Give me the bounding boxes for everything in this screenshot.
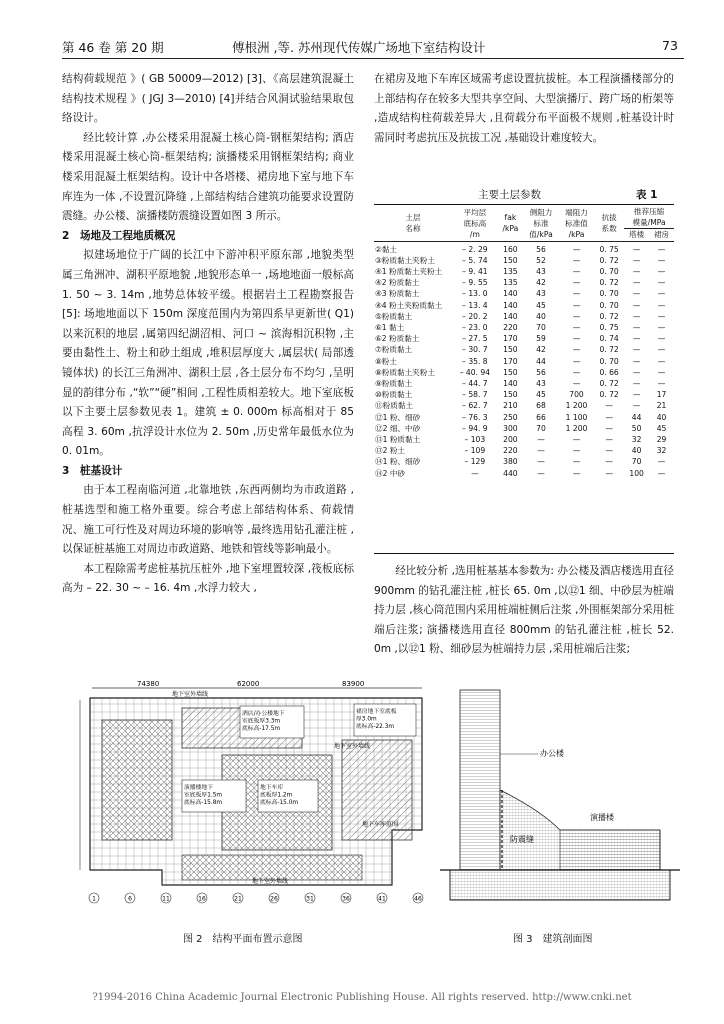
table-row [374,400,674,411]
table-cell: 45 [536,390,546,400]
table-cell: — [572,446,581,456]
col-header-name: 土层 名称 [374,206,452,241]
table-cell: — [605,446,613,456]
table-cell: — [657,244,666,254]
paragraph: 结构荷载规范 》( GB 50009—2012) [3]、《高层建筑混凝土结构技术规程 》( JGJ 3—2010) [4]并结合风洞试验结果取包络设计。 [62,73,354,125]
table-cell: — [657,367,666,377]
table-cell: — [572,323,581,333]
table-cell: 220 [503,446,518,456]
axis-label: 11 [162,895,170,903]
table-cell: — [632,244,641,254]
copyright-footer: ?1994-2016 China Academic Journal Electronic Publishing House. All rights reserved. http://www.cnki.net [92,992,632,1003]
col-header-es-podium: 裙房 [649,229,674,241]
table-row [374,456,674,467]
note-office [242,709,286,732]
table-cell: 0. 72 [599,379,619,389]
table-cell: ④2 粉质黏土 [375,278,420,288]
table-cell: — [657,457,666,467]
table-cell: 440 [503,468,518,478]
table-cell: 150 [503,345,518,355]
table-cell: 0. 70 [599,289,619,299]
note-line: 底标高-17.5m [242,726,281,732]
table-cell: 135 [503,267,518,277]
table-cell: 56 [536,244,546,254]
table-title: 主要土层参数 [478,189,541,201]
table-row [374,255,674,266]
table-row [374,277,674,288]
table-cell: 220 [503,323,518,333]
table-cell: – 58. 7 [462,390,488,400]
paragraph: 经比较计算 ,办公楼采用混凝土核心筒-钢框架结构; 酒店楼采用混凝土核心筒-框架结构; 演播楼采用钢框架结构; 商业楼采用混凝土框架结构。设计中各塔楼、裙房地下室与地下车库连为一体 ,不设置沉降缝 ,上部结构结合建筑功能要求设置防震缝。办公楼、演播楼防震缝设置如图 3 所示。 [62,131,354,223]
table-cell: 170 [503,334,518,344]
table-cell: 40 [631,446,642,456]
figure2-caption: 图 2 结构平面布置示意图 [183,934,303,945]
table-cell: 135 [503,278,518,288]
table-cell: 29 [656,435,667,445]
table-cell: — [657,311,666,321]
col-header-side: 侧阻力 标准 值/kPa [523,206,559,241]
right-column-bottom [374,562,674,660]
table-cell: 66 [536,412,546,422]
axis-label: 36 [342,895,350,903]
table-cell: ④4 粉土夹粉质黏土 [375,300,443,310]
table-cell: — [572,289,581,299]
table-cell: — [605,401,613,411]
table-cell: 700 [569,390,584,400]
table-cell: – 44. 7 [462,379,488,389]
table-cell: 1 100 [565,412,588,422]
table-cell: — [537,468,545,478]
note-line: 底标高-15.0m [260,800,299,806]
basement [450,870,670,900]
table-cell: — [657,468,666,478]
table-cell: — [572,345,581,355]
axis-label: 21 [234,895,242,903]
table-cell: ⑫2 细、中砂 [375,423,421,433]
table-row [374,288,674,299]
table-cell: ⑨粉质黏土 [375,379,413,389]
table-row [374,300,674,311]
table-cell: – 76. 3 [462,412,488,422]
table-cell: 140 [503,300,518,310]
table-cell: — [657,379,666,389]
table-cell: — [572,379,581,389]
table-cell: 17 [656,390,667,400]
table-row [374,389,674,400]
table-cell: 0. 70 [599,267,619,277]
note-line: 室底板厚1.5m [184,792,223,799]
table-cell: 42 [536,345,546,355]
table-cell: — [537,457,545,467]
table-cell: — [471,468,479,478]
label-office: 办公楼 [540,749,564,758]
studio-floors [560,830,660,870]
table-cell: 32 [631,435,642,445]
table-cell: 0. 72 [599,255,619,265]
table-cell: — [572,278,581,288]
table-cell: 52 [536,255,546,265]
table-cell: — [632,345,641,355]
table-cell: 32 [656,446,667,456]
table-cell: — [632,323,641,333]
col-header-end: 端阻力 标准值 /kPa [559,206,594,241]
table-cell: 0. 74 [599,334,619,344]
table-cell: — [572,311,581,321]
table-cell: 140 [503,311,518,321]
table-cell: – 103 [464,435,486,445]
soil-parameter-table [374,206,674,479]
table-cell: — [632,379,641,389]
col-header-es-tower: 塔楼 [624,229,649,241]
table-cell: – 13. 0 [462,289,488,299]
table-cell: — [537,446,545,456]
table-cell: — [572,244,581,254]
table-cell: — [605,457,613,467]
note-line: 室底板厚3.3m [242,718,281,725]
table-cell: – 9. 41 [462,267,488,277]
journal-issue: 第 46 卷 第 20 期 [62,40,164,55]
table-cell: — [572,267,581,277]
paragraph: 由于本工程南临河道 ,北靠地铁 ,东西两侧均为市政道路 ,桩基选型和施工格外重要。综合考虑上部结构体系、荷载情况、施工可行性及对周边环境的影响等 ,最终选用钻孔灌注桩 ,以保证桩基施工对周边市政道路、地铁和管线等影响最小。 [62,484,354,556]
axis-label: 46 [414,895,422,903]
table-cell: — [657,345,666,355]
table-cell: 150 [503,367,518,377]
table-bottom-rule [374,553,674,554]
table-cell: – 20. 2 [462,311,488,321]
paragraph: 在裙房及地下车库区域需考虑设置抗拔桩。本工程演播楼部分的上部结构存在较多大型共享空间、大型演播厅、跨广场的桁架等 ,造成结构柱荷载差异大 ,且荷载分布平面极不规则 ,桩基设计时需同时考虑抗压及抗拔工况 ,基础设计难度较大。 [374,73,674,144]
table-cell: 140 [503,289,518,299]
table-row [374,344,674,355]
table-cell: ⑤粉质黏土 [375,311,413,321]
table-cell: — [572,334,581,344]
table-cell: — [537,435,545,445]
table-cell: — [632,356,641,366]
table-cell: ④1 粉质黏土夹粉土 [375,267,443,277]
axis-label: 26 [270,895,278,903]
table-cell: ⑪粉质黏土 [375,401,413,411]
figure-building-section [440,680,680,912]
table-cell: – 94. 9 [462,423,488,433]
table-cell: 0. 72 [599,390,619,400]
table-cell: 1 200 [565,401,588,411]
table-row [374,468,674,479]
table-cell: – 23. 0 [462,323,488,333]
table-cell: – 30. 7 [462,345,488,355]
dimension-label: 74380 [137,680,160,688]
table-cell: 0. 70 [599,300,619,310]
table-cell: 21 [656,401,667,411]
col-header-depth: 平均层 底标高 /m [452,206,498,241]
table-cell: ③粉质黏土夹粉土 [375,255,435,265]
south-podium-zone [182,855,362,880]
note-line: 底标高-22.3m [356,724,395,730]
table-cell: — [632,367,641,377]
table-cell: 380 [503,457,518,467]
table-cell: 150 [503,390,518,400]
table-cell: — [572,300,581,310]
table-cell: – 13. 4 [462,300,488,310]
right-column-top [374,70,674,148]
table-cell: 140 [503,379,518,389]
table-cell: 43 [536,289,546,299]
axis-label: 16 [198,895,206,903]
table-cell: ⑫1 粉、细砂 [375,412,421,422]
table-cell: 40 [656,412,667,422]
table-label: 表 1 [636,189,658,201]
table-cell: – 109 [464,446,486,456]
table-cell: 0. 70 [599,356,619,366]
table-cell: ⑬1 粉质黏土 [375,435,421,445]
table-cell: 50 [631,423,642,433]
label-south-wall: 地下室外墙线 [252,878,289,885]
table-row [374,322,674,333]
table-cell: 300 [503,423,518,433]
note-line: 演播楼地下 [184,785,213,791]
table-cell: — [572,356,581,366]
table-cell: — [657,289,666,299]
running-title: 傅根洲 ,等. 苏州现代传媒广场地下室结构设计 [232,40,486,55]
table-row [374,333,674,344]
table-row [374,311,674,322]
table-row [374,423,674,434]
table-cell: 0. 75 [599,323,619,333]
table-cell: — [657,267,666,277]
table-cell: 0. 72 [599,311,619,321]
table-cell: ⑬2 粉土 [375,446,406,456]
table-cell: — [605,423,613,433]
table-cell: 0. 72 [599,345,619,355]
dimension-label: 83900 [342,680,365,688]
table-cell: – 35. 8 [462,356,488,366]
note-line: 裙房地下室底板 [356,709,397,715]
table-cell: — [657,255,666,265]
table-cell: 0. 66 [599,367,619,377]
table-cell: — [632,278,641,288]
table-cell: 45 [656,423,667,433]
table-cell: 210 [503,401,518,411]
table-cell: 100 [629,468,644,478]
table-cell: — [605,468,613,478]
table-cell: — [657,300,666,310]
axis-label: 41 [378,895,386,903]
table-cell: ⑥1 黏土 [375,323,405,333]
label-north-wall: 地下室外墙线 [172,691,209,698]
table-row [374,434,674,445]
section-heading: 3 桩基设计 [62,464,123,477]
col-header-es: 推荐压缩 模量/MPa [624,206,674,229]
label-garage-range: 地下车库范围 [362,821,399,828]
table-cell: 200 [503,435,518,445]
table-cell: 68 [536,401,546,411]
axis-label: 31 [306,895,314,903]
page-number: 73 [662,38,678,53]
table-cell: – 9. 55 [462,278,488,288]
table-cell: — [605,435,613,445]
table-cell: ⑭1 粉、细砂 [375,457,421,467]
note-line: 厚3.0m [356,716,377,723]
table-row [374,356,674,367]
table-cell: — [632,289,641,299]
table-row [374,241,674,255]
figure3-caption: 图 3 建筑剖面图 [513,934,593,945]
table-cell: — [657,356,666,366]
table-cell: 45 [536,300,546,310]
table-cell: 170 [503,356,518,366]
paragraph: 本工程除需考虑桩基抗压桩外 ,地下室埋置较深 ,筏板底标高为 – 22. 30 ~ – 16. 4m ,水浮力较大 , [62,562,354,595]
table-cell: — [572,367,581,377]
table-cell: – 2. 29 [462,244,488,254]
table-cell: — [605,412,613,422]
table-cell: — [572,435,581,445]
table-cell: – 40. 94 [459,367,491,377]
table-cell: 42 [536,278,546,288]
table-row [374,445,674,456]
table-cell: 0. 72 [599,278,619,288]
axis-markers [89,893,423,903]
table-cell: ⑦粉质黏土 [375,345,413,355]
hotel-office-tower-zone [102,720,172,840]
table-cell: — [632,267,641,277]
table-cell: ④3 粉质黏土 [375,289,420,299]
table-cell: 1 200 [565,423,588,433]
table-row [374,266,674,277]
table-top-rule [374,204,674,205]
table-cell: — [632,311,641,321]
figure-structural-plan [62,680,432,912]
table-cell: ⑭2 中砂 [375,468,406,478]
section-heading: 2 场地及工程地质概况 [62,229,176,242]
header-rule [62,58,684,59]
table-cell: — [632,390,641,400]
table-cell: 44 [536,356,546,366]
table-cell: ⑧粉土 [375,356,397,366]
table-cell: — [572,255,581,265]
table-cell: 44 [631,412,642,422]
table-row [374,412,674,423]
table-cell: – 129 [464,457,486,467]
table-cell: – 5. 74 [462,255,488,265]
table-cell: ⑩粉质黏土 [375,390,413,400]
table-cell: 40 [536,311,546,321]
label-studio: 演播楼 [590,813,614,822]
table-cell: — [632,255,641,265]
table-cell: 70 [536,323,546,333]
table-row [374,378,674,389]
table-cell: — [657,334,666,344]
table-cell: – 62. 7 [462,401,488,411]
table-cell: — [572,468,581,478]
left-column [62,70,354,599]
label-seismic-joint: 防震缝 [510,835,534,844]
note-line: 地下车库 [260,785,284,791]
table-cell: 43 [536,379,546,389]
table-cell: 250 [503,412,518,422]
col-header-fak: fak /kPa [498,206,523,241]
axis-label: 1 [92,895,96,903]
table-cell: — [572,457,581,467]
dimension-label: 62000 [237,680,260,688]
note-line: 底标高-15.8m [184,800,223,806]
table-cell: 70 [631,457,642,467]
table-cell: 150 [503,255,518,265]
note-line: 酒店/办公楼地下 [242,711,285,717]
paragraph: 拟建场地位于广阔的长江中下游冲积平原东部 ,地貌类型属三角洲冲、湖积平原地貌 ,地貌形态单一 ,场地地面一般标高 1. 50 ~ 3. 14m ,地势总体较平缓。根据岩土工程勘察报告[5]: 场地地面以下 150m 深度范围内为第四系早更新世( Q1) 以来沉积的地层 ,属第四纪湖沼相、河口 ~ 滨海相沉积物 ,主要由黏性土、粉土和砂土组成 ,堆积层厚度大 ,属层状( 局部透镜体状) 的长江三角洲冲、湖积土层 ,各土层分布不均匀 ,呈明显的韵律分布 ,“软”“硬”相间 ,工程性质相差较大。地下室底板以下主要土层参数见表 1。建筑 ± 0. 000m 标高相对于 85 高程 3. 60m ,抗浮设计水位为 2. 50m ,历史常年最低水位为 0. 01m。 [62,249,354,458]
table-cell: — [632,334,641,344]
table-cell: — [632,401,641,411]
table-cell: — [632,300,641,310]
table-cell: 59 [536,334,546,344]
table-cell: ②黏土 [375,244,397,254]
note-line: 底板厚1.2m [260,792,293,799]
office-tower [460,690,500,870]
table-cell: — [657,278,666,288]
table-row [374,367,674,378]
table-cell: ⑥2 粉质黏土 [375,334,420,344]
table-cell: 43 [536,267,546,277]
table-cell: – 27. 5 [462,334,488,344]
paragraph: 经比较分析 ,选用桩基基本参数为: 办公楼及酒店楼选用直径 900mm 的钻孔灌注桩 ,桩长 65. 0m ,以⑫1 细、中砂层为桩端持力层 ,核心筒范围内采用桩端桩侧后注浆 ,外围框架部分采用桩端后注浆; 演播楼选用直径 800mm 的钻孔灌注桩 ,桩长 52. 0m ,以⑫1 粉、细砂层为桩端持力层 ,采用桩端后注浆; [374,565,674,656]
col-header-uplift: 抗拔 系数 [594,206,624,241]
table-cell: — [657,323,666,333]
table-cell: ⑧粉质黏土夹粉土 [375,367,435,377]
table-cell: 70 [536,423,546,433]
table-cell: 0. 75 [599,244,619,254]
label-basement-wall: 地下室外墙线 [334,743,371,750]
axis-label: 6 [128,895,132,903]
table-cell: 160 [503,244,518,254]
table-cell: 56 [536,367,546,377]
